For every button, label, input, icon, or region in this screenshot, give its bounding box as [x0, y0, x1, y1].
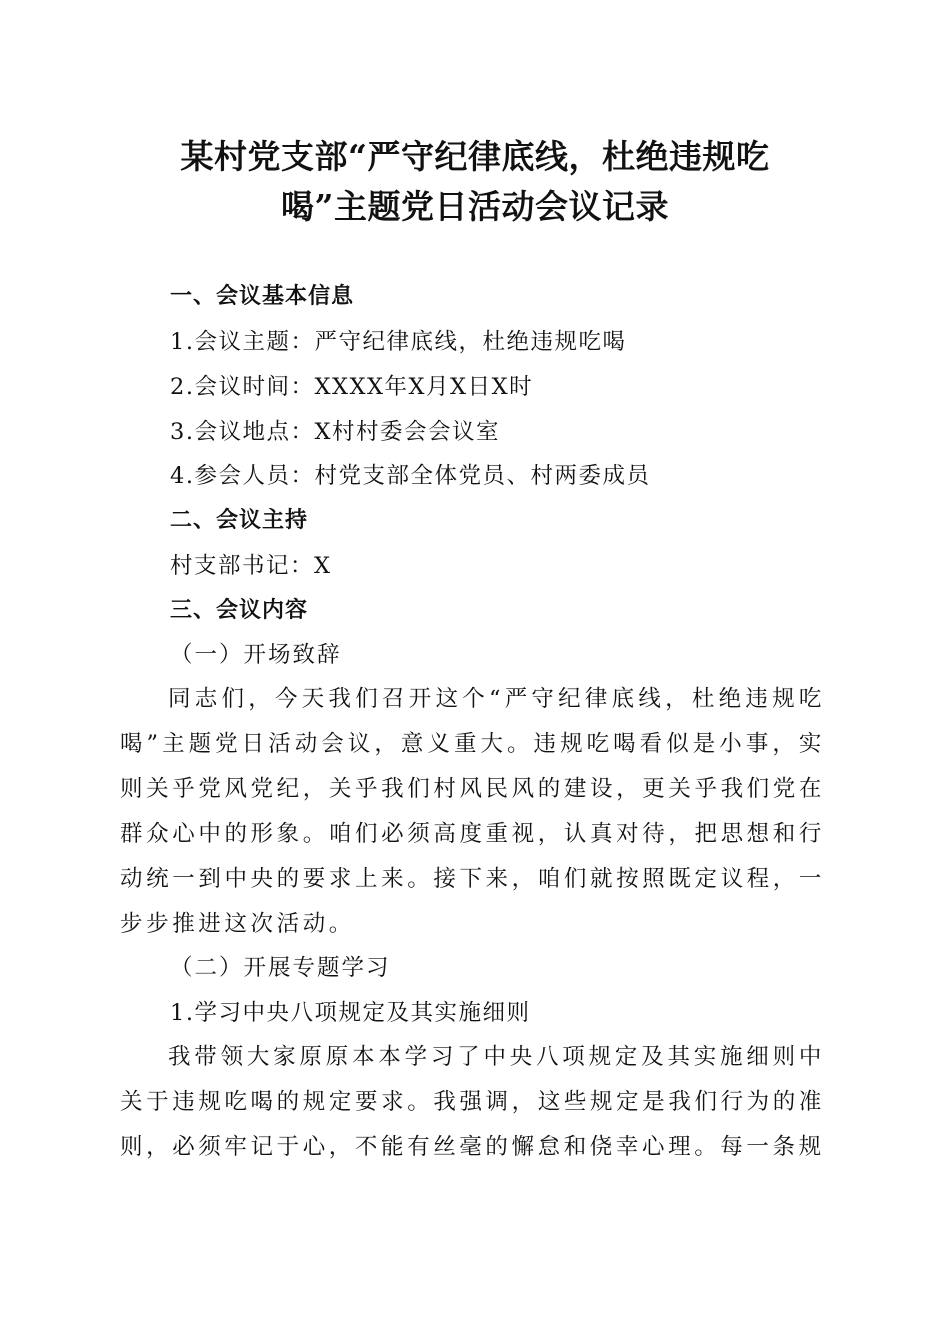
opening-speech-paragraph: 同志们，今天我们召开这个“严守纪律底线，杜绝违规吃喝”主题党日活动会议，意义重大。违规吃喝看似是小事，实则关乎党风党纪，关乎我们村风民风的建设，更关乎我们党在群众心中的形象。咱们必须高度重视，认真对待，把思想和行动统一到中央的要求上来。接下来，咱们就按照既定议程，一步步推进这次活动。: [120, 686, 825, 937]
document-title: [120, 132, 830, 232]
study-item-1: 1.学习中央八项规定及其实施细则: [170, 1000, 531, 1026]
title-line-1: 某村党支部“严守纪律底线，杜绝违规吃: [180, 137, 770, 176]
subsection-opening-heading: （一）开场致辞: [170, 642, 342, 668]
meeting-time: 2.会议时间：XXXX年X月X日X时: [170, 374, 534, 400]
study-paragraph: 我带领大家原原本本学习了中央八项规定及其实施细则中关于违规吃喝的规定要求。我强调，这些规定是我们行为的准则，必须牢记于心，不能有丝毫的懈怠和侥幸心理。每一条规: [120, 1044, 825, 1160]
meeting-host: 村支部书记：X: [170, 553, 332, 579]
section-2-heading: 二、会议主持: [170, 508, 309, 533]
meeting-location: 3.会议地点：X村村委会会议室: [170, 419, 500, 445]
meeting-topic: 1.会议主题：严守纪律底线，杜绝违规吃喝: [170, 329, 627, 355]
title-line-2: 喝”主题党日活动会议记录: [281, 187, 669, 226]
meeting-attendees: 4.参会人员：村党支部全体党员、村两委成员: [170, 463, 651, 489]
subsection-study-heading: （二）开展专题学习: [170, 955, 391, 981]
section-1-heading: 一、会议基本信息: [170, 284, 355, 309]
section-3-heading: 三、会议内容: [170, 598, 309, 623]
